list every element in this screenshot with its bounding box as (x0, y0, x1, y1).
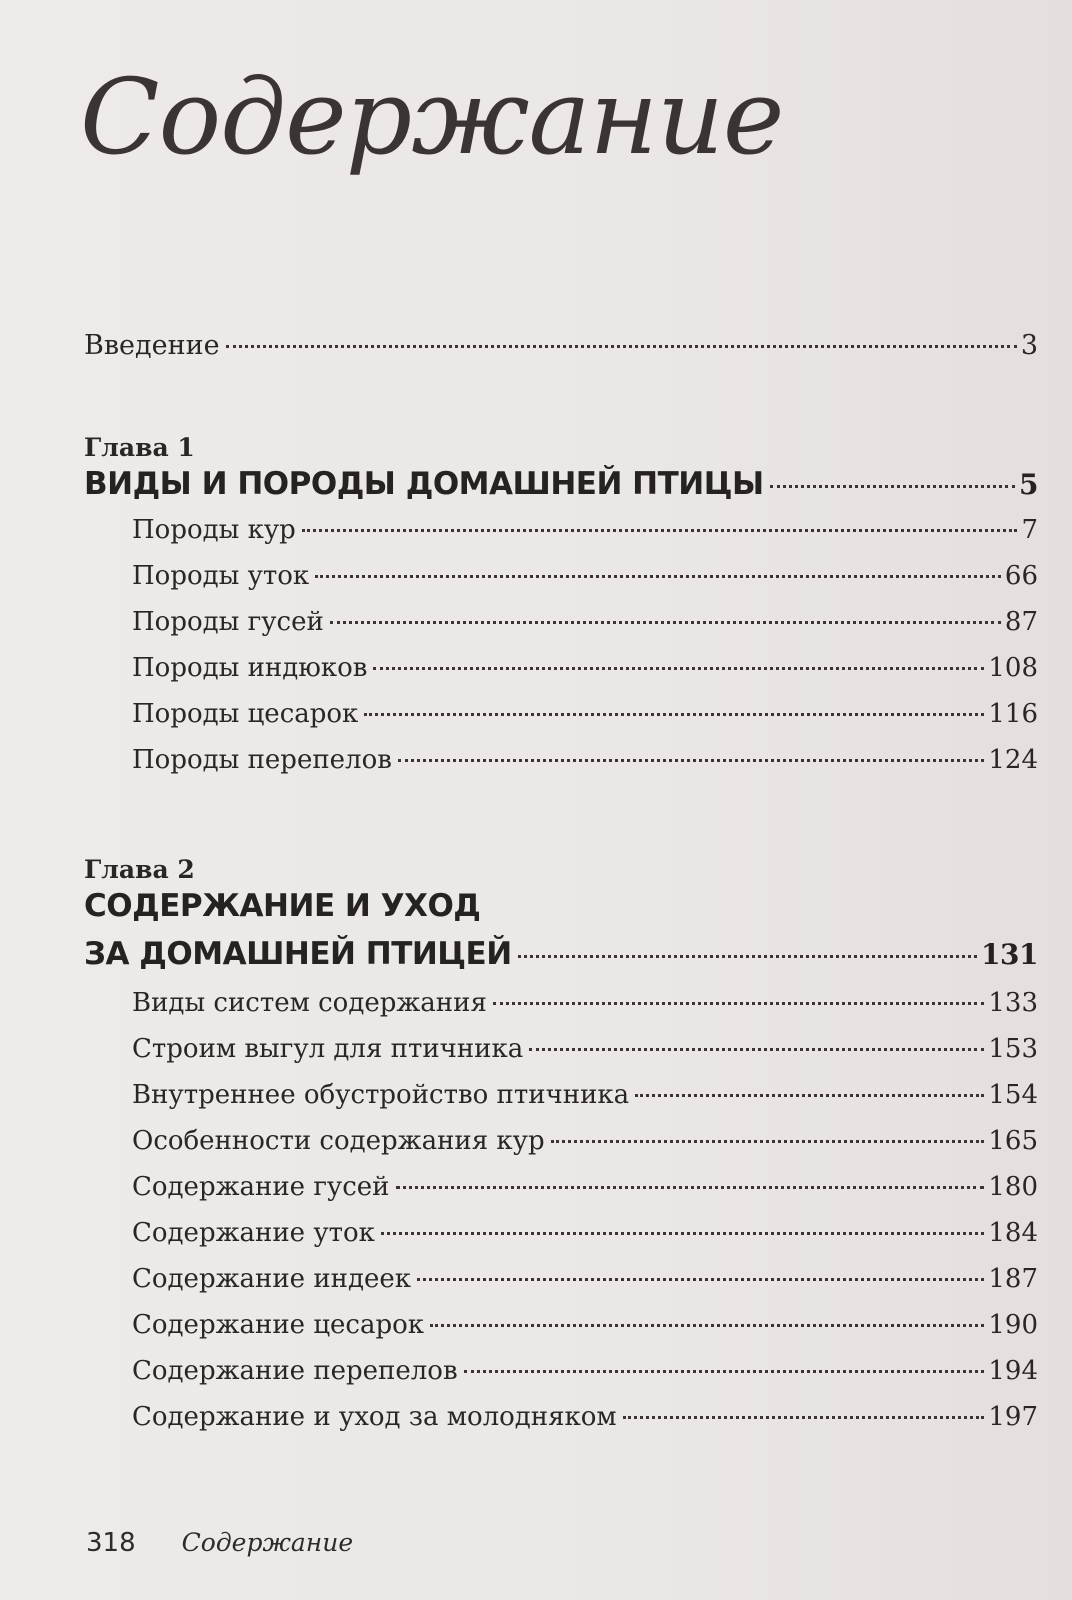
toc-entry-page: 133 (988, 988, 1038, 1018)
page-footer (86, 1528, 353, 1558)
chapter-title: ЗА ДОМАШНЕЙ ПТИЦЕЙ (84, 936, 512, 972)
toc-entry[interactable] (132, 1264, 1038, 1294)
toc-entry[interactable] (132, 607, 1038, 637)
dot-leader (226, 345, 1017, 348)
toc-entry-label: Содержание перепелов (132, 1356, 458, 1386)
dot-leader (623, 1416, 985, 1419)
toc-entry-page: 108 (988, 653, 1038, 683)
running-title: Содержание (181, 1528, 354, 1557)
toc-entry[interactable] (132, 1310, 1038, 1340)
toc-entry[interactable] (132, 1218, 1038, 1248)
dot-leader (381, 1232, 984, 1235)
chapter-page: 131 (981, 938, 1038, 971)
toc-entry-intro[interactable] (84, 330, 1038, 361)
toc-entry-page: 184 (988, 1218, 1038, 1248)
toc-entry-label: Породы кур (132, 515, 296, 545)
dot-leader (398, 759, 984, 762)
chapter-page: 5 (1019, 468, 1038, 501)
toc-entry[interactable] (132, 1172, 1038, 1202)
dot-leader (464, 1370, 985, 1373)
toc-entry-page: 3 (1020, 330, 1038, 361)
toc-entry-page: 153 (988, 1034, 1038, 1064)
dot-leader (551, 1140, 985, 1143)
toc-entry-page: 116 (988, 699, 1038, 729)
chapter-title: ВИДЫ И ПОРОДЫ ДОМАШНЕЙ ПТИЦЫ (84, 466, 764, 502)
toc-entry[interactable] (132, 1080, 1038, 1110)
toc-entry-page: 124 (988, 745, 1038, 775)
dot-leader (315, 575, 1001, 578)
toc-entry[interactable] (132, 1034, 1038, 1064)
dot-leader (364, 713, 984, 716)
toc-entry-page: 197 (988, 1402, 1038, 1432)
toc-entry-label: Породы перепелов (132, 745, 392, 775)
toc-entry-label: Введение (84, 330, 220, 361)
dot-leader (529, 1048, 984, 1051)
toc-entry-page: 194 (988, 1356, 1038, 1386)
toc-entry-page: 180 (988, 1172, 1038, 1202)
dot-leader (330, 621, 1001, 624)
toc-entry[interactable] (132, 988, 1038, 1018)
toc-entry-label: Содержание и уход за молодняком (132, 1402, 617, 1432)
toc-entry-page: 187 (988, 1264, 1038, 1294)
toc-entry-label: Виды систем содержания (132, 988, 487, 1018)
dot-leader (373, 667, 984, 670)
toc-entry-page: 154 (988, 1080, 1038, 1110)
chapter-label: Глава 2 (84, 855, 195, 884)
toc-entry[interactable] (132, 1126, 1038, 1156)
dot-leader (302, 529, 1018, 532)
toc-entry[interactable] (132, 745, 1038, 775)
dot-leader (518, 955, 977, 958)
toc-entry-label: Содержание уток (132, 1218, 375, 1248)
toc-entry-label: Содержание гусей (132, 1172, 390, 1202)
page-title: Содержание (80, 56, 784, 178)
toc-entry-label: Особенности содержания кур (132, 1126, 545, 1156)
dot-leader (396, 1186, 985, 1189)
dot-leader (770, 485, 1015, 488)
toc-entry-page: 165 (988, 1126, 1038, 1156)
toc-entry-page: 87 (1004, 607, 1038, 637)
chapter-title-entry[interactable] (84, 936, 1038, 972)
toc-entry[interactable] (132, 1356, 1038, 1386)
chapter-title: СОДЕРЖАНИЕ И УХОД (84, 888, 481, 924)
toc-entry[interactable] (132, 653, 1038, 683)
toc-entry[interactable] (132, 561, 1038, 591)
toc-entry-label: Породы цесарок (132, 699, 359, 729)
toc-entry-label: Содержание цесарок (132, 1310, 425, 1340)
dot-leader (417, 1278, 984, 1281)
toc-entry-page: 66 (1004, 561, 1038, 591)
dot-leader (493, 1002, 985, 1005)
dot-leader (430, 1324, 984, 1327)
toc-entry[interactable] (132, 1402, 1038, 1432)
chapter-title-entry[interactable] (84, 466, 1038, 502)
toc-entry-label: Породы гусей (132, 607, 324, 637)
toc-entry-label: Породы уток (132, 561, 310, 591)
toc-entry-label: Внутреннее обустройство птичника (132, 1080, 630, 1110)
toc-entry-page: 7 (1021, 515, 1038, 545)
page-number: 318 (86, 1528, 136, 1558)
toc-entry-page: 190 (988, 1310, 1038, 1340)
toc-entry-label: Содержание индеек (132, 1264, 412, 1294)
toc-entry[interactable] (132, 699, 1038, 729)
toc-entry-label: Строим выгул для птичника (132, 1034, 524, 1064)
toc-entry[interactable] (132, 515, 1038, 545)
dot-leader (635, 1094, 984, 1097)
toc-entry-label: Породы индюков (132, 653, 368, 683)
chapter-label: Глава 1 (84, 433, 195, 462)
